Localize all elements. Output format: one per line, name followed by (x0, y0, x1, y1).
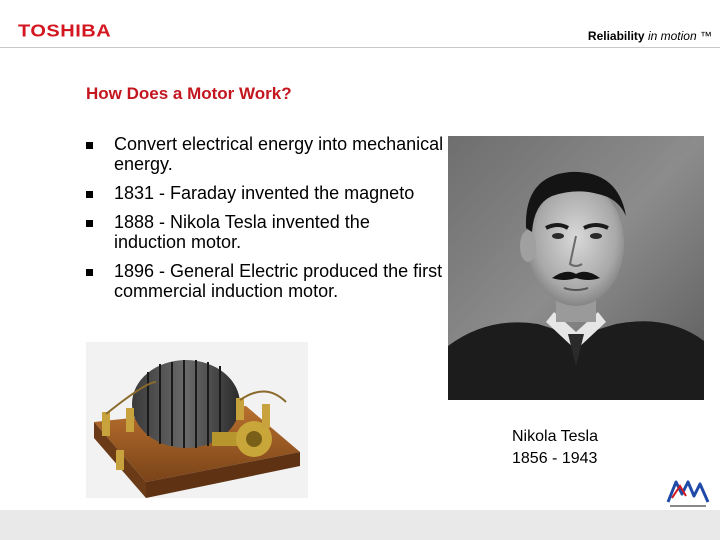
portrait-photo (448, 136, 704, 400)
bullet-text: 1831 - Faraday invented the magneto (114, 183, 415, 203)
toshiba-logo: TOSHIBA (18, 21, 112, 41)
footer-bar (0, 510, 720, 540)
bullet-text: 1888 - Nikola Tesla invented the induction motor. (114, 212, 370, 252)
tagline (588, 29, 712, 43)
bullet-item (86, 134, 446, 174)
bullet-text: Convert electrical energy into mechanical energy. (114, 134, 444, 174)
square-bullet-icon (86, 142, 93, 149)
tagline-tm: ™ (700, 29, 712, 43)
tagline-bold: Reliability (587, 29, 645, 43)
portrait-caption (512, 426, 598, 470)
square-bullet-icon (86, 191, 93, 198)
bullet-item (86, 183, 446, 203)
square-bullet-icon (86, 220, 93, 227)
header-divider (0, 47, 720, 48)
caption-name: Nikola Tesla (512, 428, 598, 445)
tagline-italic: in motion (647, 29, 697, 43)
induction-motor-photo (86, 342, 308, 498)
bullet-item (86, 261, 446, 301)
bullet-text: 1896 - General Electric produced the first commercial induction motor. (114, 261, 443, 301)
brand-mark-icon (666, 476, 710, 510)
bullet-list (86, 134, 446, 310)
slide-title: How Does a Motor Work? (86, 84, 292, 103)
square-bullet-icon (86, 269, 93, 276)
caption-years: 1856 - 1943 (512, 450, 598, 467)
bullet-item (86, 212, 446, 252)
